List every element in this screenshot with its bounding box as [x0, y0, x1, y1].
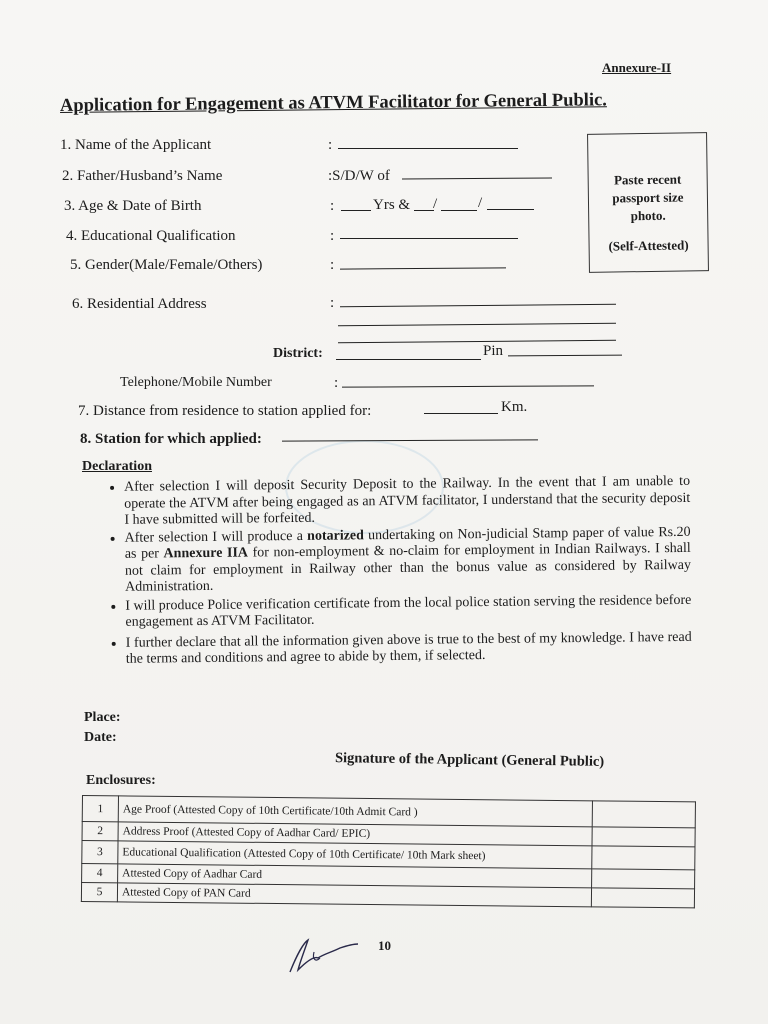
district-input[interactable]	[336, 359, 481, 360]
field-name-input[interactable]	[338, 148, 518, 149]
enclosure-desc: Attested Copy of PAN Card	[117, 883, 591, 907]
enclosure-desc: Age Proof (Attested Copy of 10th Certificate/10th Admit Card )	[118, 796, 592, 827]
enclosure-check[interactable]	[592, 801, 695, 828]
field-name-label: 1. Name of the Applicant	[60, 137, 212, 153]
declaration-item-3	[125, 592, 691, 631]
declaration-item-2-text-a: After selection I will produce a	[124, 528, 308, 546]
field-age-label: 3. Age & Date of Birth	[64, 198, 202, 214]
field-age-years-input[interactable]	[341, 210, 371, 211]
field-name-colon: :	[328, 137, 333, 153]
field-education-colon: :	[330, 228, 335, 244]
district-label: District:	[273, 346, 323, 361]
declaration-item-2-bold-2: Annexure IIA	[163, 545, 249, 562]
photo-line-1: Paste recent	[613, 171, 682, 188]
enclosure-check[interactable]	[592, 846, 695, 870]
enclosure-no: 5	[81, 883, 117, 902]
enclosures-title: Enclosures:	[86, 773, 156, 788]
enclosure-no: 2	[82, 822, 118, 841]
field-address-label: 6. Residential Address	[72, 296, 207, 312]
field-station-input[interactable]	[282, 439, 538, 441]
field-address-input-2[interactable]	[338, 323, 616, 326]
field-dob-year-input[interactable]	[487, 209, 534, 210]
declaration-item-4-text: I further declare that all the information given above is true to the best of my knowledge. I have read the terms and conditions and agree to abide by them, if selected.	[125, 629, 692, 667]
enclosure-no: 3	[82, 841, 118, 864]
enclosure-desc: Attested Copy of Aadhar Card	[118, 864, 592, 888]
enclosures-table	[81, 795, 696, 908]
photo-line-4: (Self-Attested)	[608, 237, 689, 254]
field-father-input[interactable]	[402, 177, 552, 179]
handwritten-initials	[284, 932, 364, 978]
photo-line-3: photo.	[630, 207, 666, 224]
enclosure-no: 4	[82, 864, 118, 883]
field-gender-colon: :	[330, 257, 335, 273]
field-address-colon: :	[330, 295, 335, 311]
field-distance-input[interactable]	[424, 413, 498, 414]
declaration-item-2	[125, 524, 692, 596]
field-gender-label: 5. Gender(Male/Female/Others)	[70, 257, 263, 273]
field-distance-label: 7. Distance from residence to station applied for:	[78, 403, 372, 419]
signature-label: Signature of the Applicant (General Public)	[334, 750, 605, 770]
field-dob-slash-1: /	[433, 196, 438, 212]
photo-box	[587, 132, 709, 273]
declaration-item-2-text-c: for non-employment & no-claim for employment in Indian Railways. I shall not claim for employment in Railway other than the bonus value as considered by Railway Administration.	[124, 540, 691, 595]
place-label: Place:	[84, 710, 121, 725]
declaration-item-1	[124, 474, 690, 529]
enclosure-desc: Address Proof (Attested Copy of Aadhar Card/ EPIC)	[118, 822, 592, 846]
page-title: Application for Engagement as ATVM Facilitator for General Public.	[59, 90, 607, 116]
field-dob-slash-2: /	[478, 195, 483, 211]
pin-label: Pin	[483, 343, 504, 359]
field-gender-input[interactable]	[340, 267, 506, 269]
declaration-item-3-text: I will produce Police verification certificate from the local police station serving the residence before engagement as ATVM Facilitator.	[125, 592, 692, 630]
telephone-input[interactable]	[342, 385, 594, 387]
field-father-prefix: :S/D/W of	[328, 168, 390, 184]
annexure-label: Annexure-II	[602, 60, 672, 75]
declaration-item-4	[126, 629, 692, 668]
field-education-label: 4. Educational Qualification	[66, 228, 236, 244]
page-number: 10	[378, 938, 391, 953]
date-label: Date:	[84, 730, 117, 745]
declaration-item-2-bold-1: notarized	[307, 527, 364, 544]
field-education-input[interactable]	[340, 238, 518, 239]
field-station-label: 8. Station for which applied:	[80, 431, 262, 447]
declaration-title: Declaration	[82, 459, 152, 474]
declaration-item-1-text: After selection I will deposit Security Deposit to the Railway. In the event that I am unable to operate the ATVM after being engaged as an ATVM facilitator, I understand that the security deposit I have submitted will be forfeited.	[123, 473, 691, 528]
field-age-colon: :	[330, 198, 335, 214]
field-dob-month-input[interactable]	[441, 210, 477, 211]
field-address-input-3[interactable]	[338, 340, 616, 343]
field-dob-day-input[interactable]	[414, 210, 434, 211]
field-distance-unit: Km.	[501, 399, 528, 415]
enclosure-check[interactable]	[592, 869, 695, 889]
telephone-colon: :	[334, 375, 339, 391]
declaration-item-2-text-b: undertaking on Non-judicial Stamp paper of value Rs.20 as per	[124, 524, 691, 562]
field-address-input-1[interactable]	[340, 304, 616, 307]
enclosure-desc: Educational Qualification (Attested Copy of 10th Certificate/ 10th Mark sheet)	[118, 841, 592, 869]
telephone-label: Telephone/Mobile Number	[120, 375, 272, 390]
photo-line-2: passport size	[612, 189, 684, 206]
declaration-list	[104, 474, 692, 670]
enclosure-check[interactable]	[592, 827, 695, 847]
enclosure-no: 1	[82, 796, 118, 822]
field-father-label: 2. Father/Husband’s Name	[62, 168, 223, 184]
enclosure-check[interactable]	[591, 888, 694, 908]
pin-input[interactable]	[508, 355, 622, 357]
field-age-yrs-text: Yrs &	[373, 197, 411, 213]
